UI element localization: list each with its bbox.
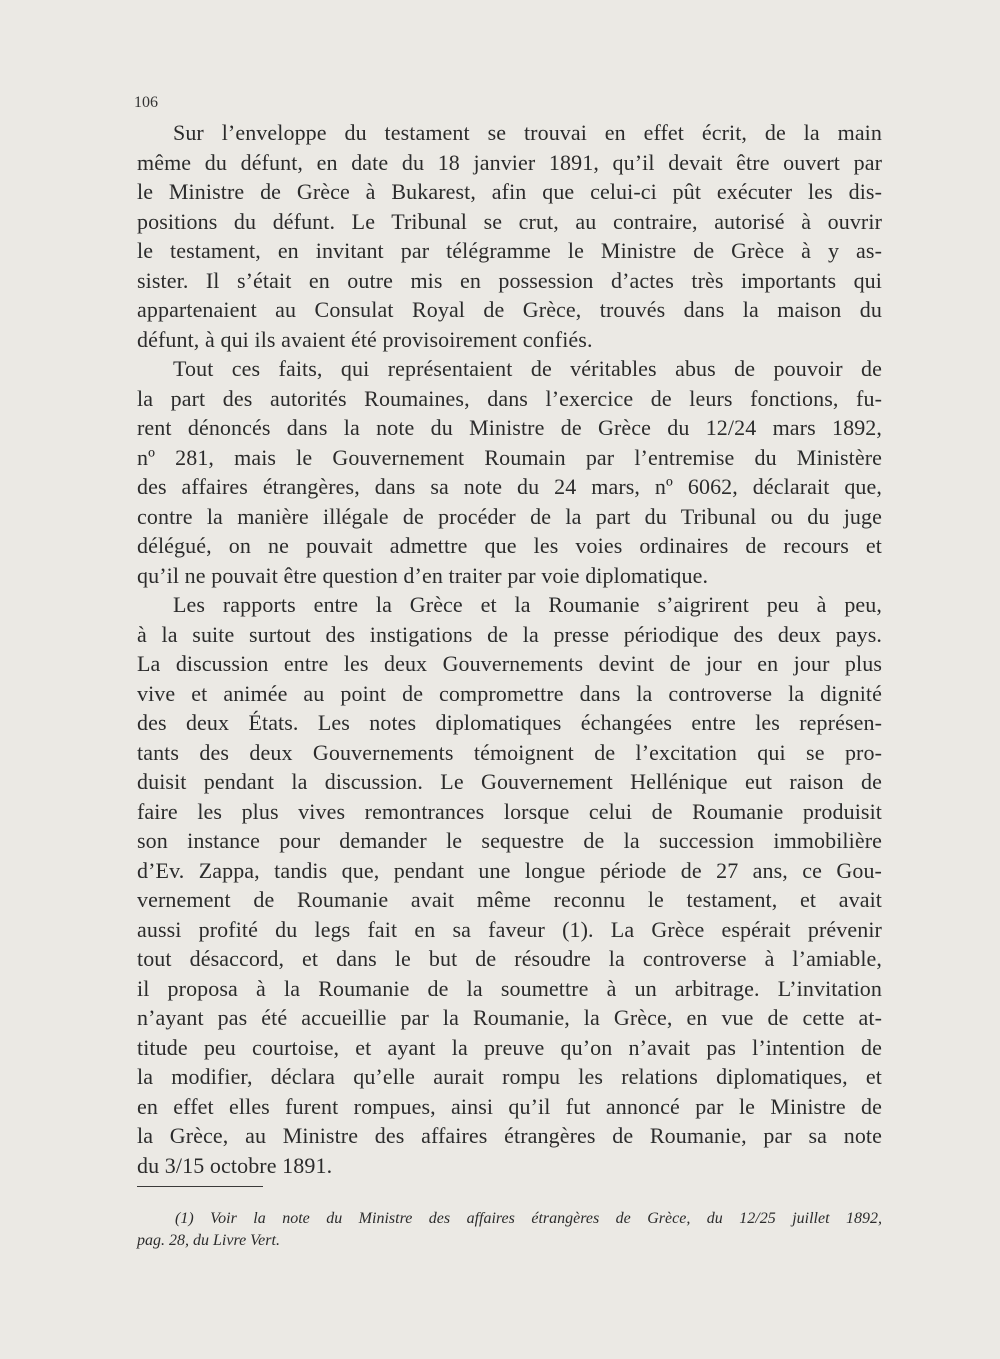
text-line: La discussion entre les deux Gouvernements devint de jour en jour plus [137,651,882,676]
text-line: Sur l’enveloppe du testament se trouvai en effet écrit, de la main [173,120,882,145]
text-line: la Grèce, au Ministre des affaires étrangères de Roumanie, par sa note [137,1123,882,1148]
text-line: il proposa à la Roumanie de la soumettre à un arbitrage. L’invitation [137,975,882,1001]
text-line: aussi profité du legs fait en sa faveur (1). La Grèce espérait prévenir [137,916,882,942]
text-line: tout désaccord, et dans le but de résoudre la controverse à l’amiable, [137,946,882,971]
text-line: vive et animée au point de compromettre dans la controverse la dignité [137,680,882,706]
text-line: appartenaient au Consulat Royal de Grèce, trouvés dans la maison du [137,297,882,322]
footnote-line: (1) Voir la note du Ministre des affaires étrangères de Grèce, du 12/25 juillet 1892, [175,1210,882,1227]
text-line: faire les plus vives remontrances lorsque celui de Roumanie produisit [137,798,882,824]
text-line: des deux États. Les notes diplomatiques échangées entre les représen- [137,710,882,735]
body-text [137,118,882,1180]
text-line: à la suite surtout des instigations de la presse périodique des deux pays. [137,621,882,647]
text-line: son instance pour demander le sequestre de la succession immobilière [137,828,882,853]
text-line: d’Ev. Zappa, tandis que, pendant une longue période de 27 ans, ce Gou- [137,857,882,883]
text-line: sister. Il s’était en outre mis en possession d’actes très importants qui [137,267,882,293]
text-line: nº 281, mais le Gouvernement Roumain par l’entremise du Ministère [137,444,882,470]
text-line: duisit pendant la discussion. Le Gouvernement Hellénique eut raison de [137,769,882,794]
text-line: n’ayant pas été accueillie par la Roumanie, la Grèce, en vue de cette at- [137,1005,882,1030]
text-line: en effet elles furent rompues, ainsi qu’il fut annoncé par le Ministre de [137,1093,882,1119]
page-number: 106 [134,94,158,111]
text-line: contre la manière illégale de procéder de la part du Tribunal ou du juge [137,503,882,529]
text-line: la part des autorités Roumaines, dans l’exercice de leurs fonctions, fu- [137,385,882,411]
text-line: Tout ces faits, qui représentaient de véritables abus de pouvoir de [173,356,882,381]
text-line: la modifier, déclara qu’elle aurait rompu les relations diplomatiques, et [137,1064,882,1089]
text-line: positions du défunt. Le Tribunal se crut, au contraire, autorisé à ouvrir [137,208,882,234]
text-line: même du défunt, en date du 18 janvier 1891, qu’il devait être ouvert par [137,149,882,175]
footnote [137,1208,882,1252]
text-line: qu’il ne pouvait être question d’en traiter par voie diplomatique. [137,562,709,588]
text-line: vernement de Roumanie avait même reconnu le testament, et avait [137,887,882,912]
text-line: des affaires étrangères, dans sa note du 24 mars, nº 6062, déclarait que, [137,474,882,499]
text-line: rent dénoncés dans la note du Ministre de Grèce du 12/24 mars 1892, [137,415,882,440]
text-line: délégué, on ne pouvait admettre que les voies ordinaires de recours et [137,533,882,558]
text-line: du 3/15 octobre 1891. [137,1152,333,1178]
footnote-line: pag. 28, du Livre Vert. [137,1232,280,1249]
text-line: titude peu courtoise, et ayant la preuve qu’on n’avait pas l’intention de [137,1034,882,1060]
text-line: défunt, à qui ils avaient été provisoirement confiés. [137,326,593,352]
text-line: le Ministre de Grèce à Bukarest, afin que celui-ci pût exécuter les dis- [137,179,882,204]
text-line: Les rapports entre la Grèce et la Roumanie s’aigrirent peu à peu, [173,592,882,617]
footnote-separator [137,1186,263,1187]
text-line: le testament, en invitant par télégramme le Ministre de Grèce à y as- [137,238,882,263]
text-line: tants des deux Gouvernements témoignent de l’excitation qui se pro- [137,739,882,765]
